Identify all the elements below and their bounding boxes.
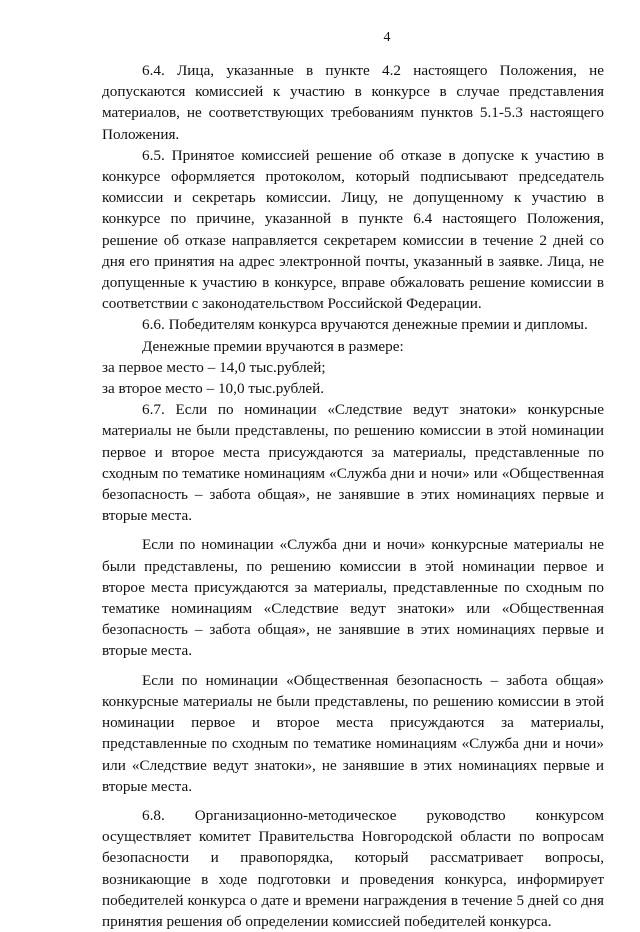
page-number: 4 <box>383 30 391 45</box>
paragraph-6-4: 6.4. Лица, указанные в пункте 4.2 настоящего Положения, не допускаются комиссией к участию в конкурсе в случае представления материалов, не соответствующих требованиям пунктов 5.1-5.3 настоящего Положения. <box>102 62 604 143</box>
paragraph-6-8: 6.8. Организационно-методическое руководство конкурсом осуществляет комитет Правительства Новгородской области по вопросам безопасности и правопорядка, который рассматривает вопросы, возникающие в ходе подготовки и проведения конкурса, информирует победителей конкурса о дате и времени награждения в течение 5 дней со дня принятия решения об определении комиссией победителей конкурса. <box>102 806 604 930</box>
prize-amounts-intro: Денежные премии вручаются в размере: <box>142 337 404 355</box>
paragraph-6-6: 6.6. Победителям конкурса вручаются денежные премии и дипломы. <box>142 316 588 334</box>
paragraph-6-5: 6.5. Принятое комиссией решение об отказе в допуске к участию в конкурсе оформляется протоколом, который подписывают председатель комиссии и секретарь комиссии. Лицу, не допущенному к участию в конкурсе по причине, указанной в пункте 6.4 настоящего Положения, решение об отказе направляется секретарем комиссии в течение 2 дней со дня его принятия на адрес электронной почты, указанный в заявке. Лица, не допущенные к участию в конкурсе, вправе обжаловать решение комиссии в соответствии с законодательством Российской Федерации. <box>102 146 604 313</box>
paragraph-6-7-service: Если по номинации «Служба дни и ночи» конкурсные материалы не были представлены, по решению комиссии в этой номинации первое и второе места присуждаются за материалы, представленные по сходным по тематике номинациям «Следствие ведут знатоки» или «Общественная безопасность – забота общая», не занявшие в этих номинациях первые и вторые места. <box>102 536 604 660</box>
prize-second-place: за второе место – 10,0 тыс.рублей. <box>102 380 325 398</box>
document-body <box>102 60 604 932</box>
paragraph-6-7: 6.7. Если по номинации «Следствие ведут знатоки» конкурсные материалы не были представлены, по решению комиссии в этой номинации первое и второе места присуждаются за материалы, представленные по сходным по тематике номинациям «Служба дни и ночи» или «Общественная безопасность – забота общая», не занявшие в этих номинациях первые и вторые места. <box>102 401 604 525</box>
prize-first-place: за первое место – 14,0 тыс.рублей; <box>102 358 326 376</box>
paragraph-6-7-public-safety: Если по номинации «Общественная безопасность – забота общая» конкурсные материалы не были представлены, по решению комиссии в этой номинации первое и второе места присуждаются за материалы, представленные по сходным по тематике номинациям «Служба дни и ночи» или «Следствие ведут знатоки», не занявшие в этих номинациях первые и вторые места. <box>102 671 604 795</box>
